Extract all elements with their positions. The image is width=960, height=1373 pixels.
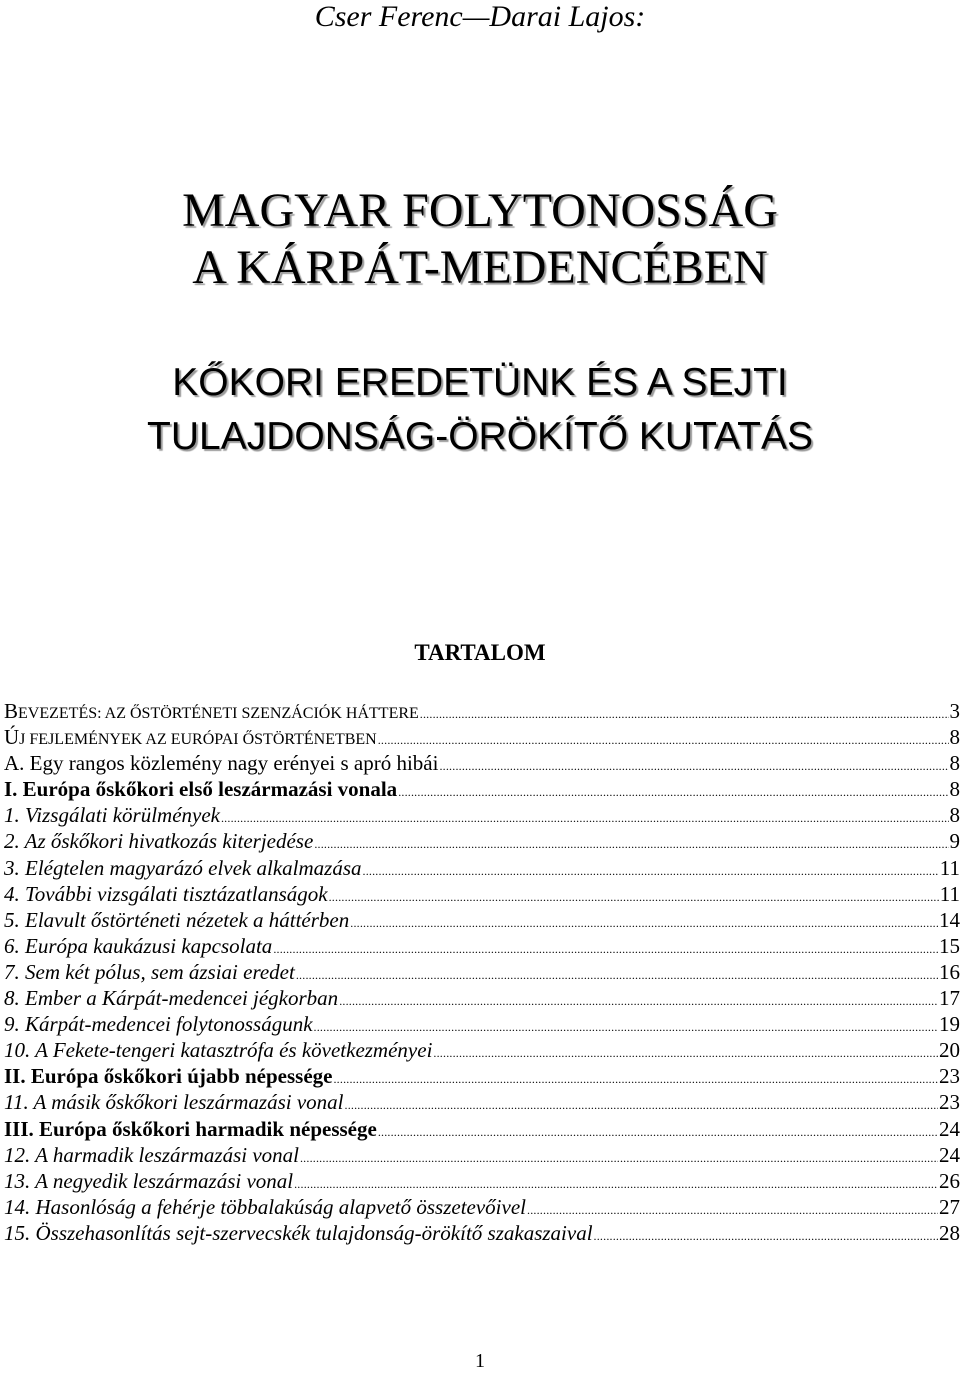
toc-entry[interactable] [0,907,960,933]
toc-entry-page: 27 [939,1194,960,1219]
toc-entry-title: 1. Vizsgálati körülmények [4,803,220,828]
toc-entry-page: 19 [939,1012,960,1037]
toc-entry-page: 8 [949,777,960,802]
toc-entry[interactable] [0,1089,960,1115]
toc-entry[interactable] [0,1220,960,1246]
toc-leader-dots [294,1168,938,1197]
subtitle-line-1: KŐKORI EREDETÜNK ÉS A SEJTI [172,361,788,404]
toc-entry-title: II. Európa őskőkori újabb népessége [4,1064,333,1089]
toc-entry-page: 24 [939,1142,960,1167]
toc-leader-dots [296,959,938,988]
subtitle-line-2: TULAJDONSÁG-ÖRÖKÍTŐ KUTATÁS [147,415,813,458]
toc-entry[interactable] [0,1063,960,1089]
toc-leader-dots [333,1063,938,1092]
toc-entry-page: 11 [939,855,960,880]
toc-entry-page: 16 [939,959,960,984]
toc-entry[interactable] [0,855,960,881]
toc-leader-dots [221,802,949,831]
authors-line: Cser Ferenc—Darai Lajos: [314,0,646,33]
toc-entry-page: 14 [939,907,960,932]
toc-leader-dots [314,1011,938,1040]
toc-entry[interactable] [0,750,960,776]
toc-entry-page: 24 [939,1116,960,1141]
toc-entry-title: 13. A negyedik leszármazási vonal [4,1168,294,1193]
toc-entry-page: 28 [939,1220,960,1245]
toc-entry-title: 9. Kárpát-medencei folytonosságunk [4,1012,313,1037]
toc-entry[interactable] [0,828,960,854]
toc-entry-page: 23 [939,1090,960,1115]
toc-entry-title: 8. Ember a Kárpát-medencei jégkorban [4,986,339,1011]
toc-entry-page: 20 [939,1038,960,1063]
toc-entry[interactable] [0,1168,960,1194]
toc-entry-page: 23 [939,1064,960,1089]
toc-entry-page: 26 [939,1168,960,1193]
toc-entry-page: 9 [949,829,960,854]
toc-entry[interactable] [0,1194,960,1220]
toc-entry-title: ÚJ FEJLEMÉNYEK AZ EURÓPAI ŐSTÖRTÉNETBEN [4,725,377,750]
toc-entry-title: 12. A harmadik leszármazási vonal [4,1142,299,1167]
toc-leader-dots [527,1194,938,1223]
toc-entry[interactable] [0,1116,960,1142]
toc-leader-dots [350,907,938,936]
toc-leader-dots [314,828,948,857]
toc-heading: TARTALOM [414,640,546,665]
toc-entry[interactable] [0,724,960,750]
toc-entry-title: 3. Elégtelen magyarázó elvek alkalmazása [4,855,362,880]
toc-entry-title: A. Egy rangos közlemény nagy erényei s apró hibái [4,751,439,776]
toc-entry-title: 14. Hasonlóság a fehérje többalakúság alapvető összetevőivel [4,1194,526,1219]
toc-leader-dots [433,1037,938,1066]
toc-entry-title: 2. Az őskőkori hivatkozás kiterjedése [4,829,314,854]
toc-leader-dots [329,881,939,910]
toc-entry-page: 8 [949,751,960,776]
toc-entry[interactable] [0,698,960,724]
toc-entry-page: 8 [949,725,960,750]
toc-entry-page: 17 [939,986,960,1011]
toc-entry-title: 5. Elavult őstörténeti nézetek a háttérben [4,907,350,932]
table-of-contents [0,698,960,1246]
toc-leader-dots [594,1220,938,1249]
toc-entry-title: 10. A Fekete-tengeri katasztrófa és következményei [4,1038,433,1063]
page-number: 1 [475,1350,485,1372]
toc-leader-dots [378,1116,938,1145]
toc-leader-dots [345,1089,939,1118]
toc-leader-dots [398,776,948,805]
toc-entry-page: 8 [949,803,960,828]
main-title-line-2: A KÁRPÁT-MEDENCÉBEN [192,241,768,294]
main-title-line-1: MAGYAR FOLYTONOSSÁG [182,184,778,237]
toc-entry[interactable] [0,1037,960,1063]
toc-entry-title: 7. Sem két pólus, sem ázsiai eredet [4,959,295,984]
toc-entry-title: III. Európa őskőkori harmadik népessége [4,1116,377,1141]
toc-leader-dots [363,855,939,884]
toc-entry[interactable] [0,881,960,907]
toc-entry[interactable] [0,802,960,828]
toc-entry-page: 11 [939,881,960,906]
toc-leader-dots [339,985,938,1014]
toc-entry-title: 11. A másik őskőkori leszármazási vonal [4,1090,344,1115]
toc-leader-dots [300,1142,938,1171]
subtitle [0,356,960,464]
toc-entry[interactable] [0,1011,960,1037]
toc-entry-title: 6. Európa kaukázusi kapcsolata [4,933,273,958]
toc-entry-title: I. Európa őskőkori első leszármazási vonala [4,777,398,802]
toc-leader-dots [420,698,949,727]
main-title [0,182,960,296]
toc-entry-title: BEVEZETÉS: AZ ŐSTÖRTÉNETI SZENZÁCIÓK HÁTTERE [4,699,419,723]
toc-leader-dots [439,750,948,779]
toc-entry[interactable] [0,1142,960,1168]
toc-entry[interactable] [0,776,960,802]
toc-entry-page: 15 [939,933,960,958]
toc-leader-dots [273,933,938,962]
toc-leader-dots [378,724,949,753]
toc-entry-title: 4. További vizsgálati tisztázatlanságok [4,881,328,906]
toc-entry[interactable] [0,933,960,959]
toc-entry-title: 15. Összehasonlítás sejt-szervecskék tulajdonság-örökítő szakaszaival [4,1220,593,1245]
toc-entry[interactable] [0,985,960,1011]
toc-entry-page: 3 [949,699,960,723]
toc-entry[interactable] [0,959,960,985]
